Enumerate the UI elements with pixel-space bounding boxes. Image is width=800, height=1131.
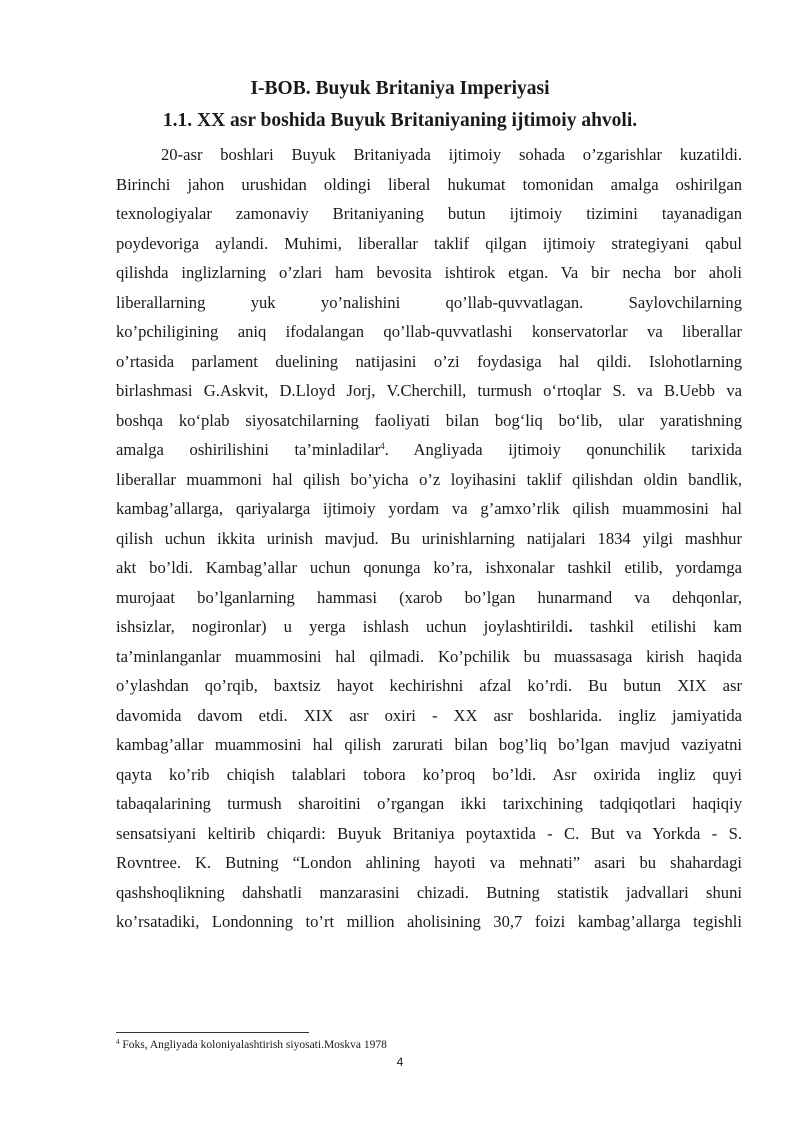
- body-line: qilishda inglizlarning o’zlari ham bevosita ishtirok etgan. Va bir necha bor aholi: [116, 263, 742, 282]
- footnote-separator: [116, 1032, 309, 1033]
- body-line: boshqa ko‘plab siyosatchilarning faoliyati bilan bog‘liq bo‘lib, ular yaratishning: [116, 410, 742, 430]
- body-text: [116, 140, 742, 937]
- page-number: 4: [396, 1055, 404, 1069]
- body-line: liberallar muammoni hal qilish bo’yicha o’z loyihasini taklif qilishdan oldin bandlik,: [116, 469, 742, 489]
- body-line: o’ylashdan qo’rqib, baxtsiz hayot kechirishni afzal ko’rdi. Bu butun XIX asr: [116, 676, 742, 695]
- footnote-reference[interactable]: 4: [380, 441, 385, 451]
- bold-period: .: [568, 617, 573, 636]
- body-line: davomida davom etdi. XIX asr oxiri - XX asr boshlarida. ingliz jamiyatida: [116, 705, 742, 725]
- body-line: Rovntree. K. Butning “London ahlining hayoti va mehnati” asari bu shahardagi: [116, 853, 742, 872]
- body-line: qayta ko’rib chiqish talablari tobora ko’proq bo’ldi. Asr oxirida ingliz quyi: [116, 764, 742, 784]
- body-line: liberallarning yuk yo’nalishini qo’llab-quvvatlagan. Saylovchilarning: [116, 292, 742, 312]
- body-line: kambag’allar muammosini hal qilish zarurati bilan bog’liq bo’lgan mavjud vaziyatni: [116, 735, 742, 754]
- body-line: qashshoqlikning dahshatli manzarasini chizadi. Butning statistik jadvallari shuni: [116, 882, 742, 902]
- footnote-number: 4: [116, 1038, 120, 1046]
- body-line: ta’minlanganlar muammosini hal qilmadi. Ko’pchilik bu muassasaga kirish haqida: [116, 646, 742, 666]
- body-segment: amalga oshirilishini ta’minladilar: [116, 440, 381, 459]
- body-segment: ishsizlar, nogironlar) u yerga ishlash uchun joylashtirildi: [116, 617, 569, 636]
- footnote-text: Foks, Angliyada koloniyalashtirish siyosati.Moskva 1978: [119, 1039, 387, 1051]
- body-line: ko’pchiligining aniq ifodalangan qo’llab-quvvatlashi konservatorlar va liberallar: [116, 322, 742, 341]
- body-line: Birinchi jahon urushidan oldingi liberal hukumat tomonidan amalga oshirilgan: [116, 174, 742, 194]
- body-line: tabaqalarining turmush sharoitini o’rgangan ikki tarixchining tadqiqotlari haqiqiy: [116, 794, 742, 813]
- body-line-with-bold-dot: [116, 612, 742, 642]
- body-line: texnologiyalar zamonaviy Britaniyaning butun ijtimoiy tizimini tayanadigan: [116, 204, 742, 223]
- body-line: ko’rsatadiki, Londonning to’rt million aholisining 30,7 foizi kambag’allarga tegishli: [116, 912, 742, 931]
- body-line-with-footnote: [116, 435, 742, 465]
- body-line: birlashmasi G.Askvit, D.Lloyd Jorj, V.Cherchill, turmush o‘rtoqlar S. va B.Uebb va: [116, 381, 742, 400]
- section-title: 1.1. XX asr boshida Buyuk Britaniyaning ijtimoiy ahvoli.: [162, 110, 638, 131]
- body-line: murojaat bo’lganlarning hammasi (xarob bo’lgan hunarmand va dehqonlar,: [116, 587, 742, 607]
- chapter-title: I-BOB. Buyuk Britaniya Imperiyasi: [250, 78, 550, 99]
- body-line: poydevoriga aylandi. Muhimi, liberallar taklif qilgan ijtimoiy strategiyani qabul: [116, 233, 742, 253]
- body-line: 20-asr boshlari Buyuk Britaniyada ijtimoiy sohada o’zgarishlar kuzatildi.: [161, 145, 742, 164]
- footnote: [116, 1038, 387, 1053]
- body-line: sensatsiyani keltirib chiqardi: Buyuk Britaniya poytaxtida - C. But va Yorkda - S.: [116, 823, 742, 843]
- body-segment: . Angliyada ijtimoiy qonunchilik tarixida: [384, 440, 742, 459]
- body-segment: tashkil etilishi kam: [572, 617, 743, 636]
- body-line: o’rtasida parlament duelining natijasini o’zi foydasiga hal qildi. Islohotlarning: [116, 351, 742, 371]
- body-line: akt bo’ldi. Kambag’allar uchun qonunga ko’ra, ishxonalar tashkil etilib, yordamga: [116, 558, 742, 577]
- body-line: qilish uchun ikkita urinish mavjud. Bu urinishlarning natijalari 1834 yilgi mashhur: [116, 528, 742, 548]
- body-line: kambag’allarga, qariyalarga ijtimoiy yordam va g’amxo’rlik qilish muammosini hal: [116, 499, 742, 518]
